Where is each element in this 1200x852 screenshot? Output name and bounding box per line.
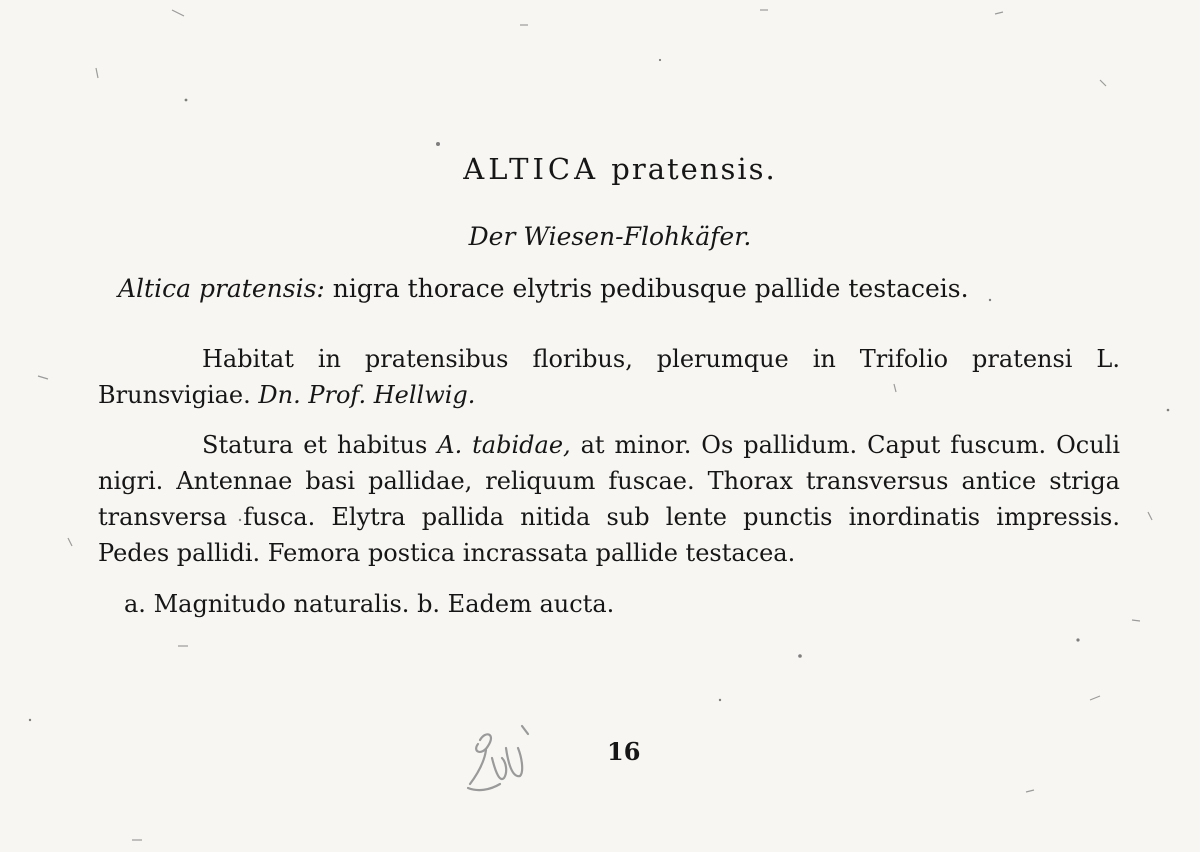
- plate-caption: a. Magnitudo naturalis. b. Eadem aucta.: [124, 590, 615, 618]
- habitat-source: Dn. Prof. Hellwig.: [258, 381, 476, 409]
- habitat-text: Habitat in pratensibus floribus, plerumque in Trifolio pratensi L. Brunsvigiae.: [98, 345, 1120, 409]
- description-text-after: at minor. Os pallidum. Caput fuscum. Oculi nigri. Antennae basi pallidae, reliquum fuscae. Thorax transversus antice striga transversa fusca. Elytra pallida nitida sub lente punctis inordinatis impressis. Pedes pallidi. Femora postica incrassata pallide testacea.: [98, 431, 1121, 567]
- description-species-ref: A. tabidae,: [437, 431, 571, 459]
- species-name: pratensis.: [611, 152, 777, 186]
- diagnosis-line: [118, 274, 969, 303]
- diagnosis-species-name: Altica pratensis:: [118, 274, 325, 303]
- genus-name: ALTICA: [463, 152, 600, 186]
- common-name: Der Wiesen-Flohkäfer.: [468, 222, 752, 251]
- habitat-paragraph: [98, 341, 1120, 413]
- page-number: 16: [607, 737, 641, 766]
- pencil-mark: [462, 718, 542, 798]
- species-title: [0, 152, 1200, 186]
- description-paragraph: [98, 427, 1120, 571]
- description-text-before: Statura et habitus: [202, 431, 428, 459]
- diagnosis-text: nigra thorace elytris pedibusque pallide testaceis.: [332, 274, 969, 303]
